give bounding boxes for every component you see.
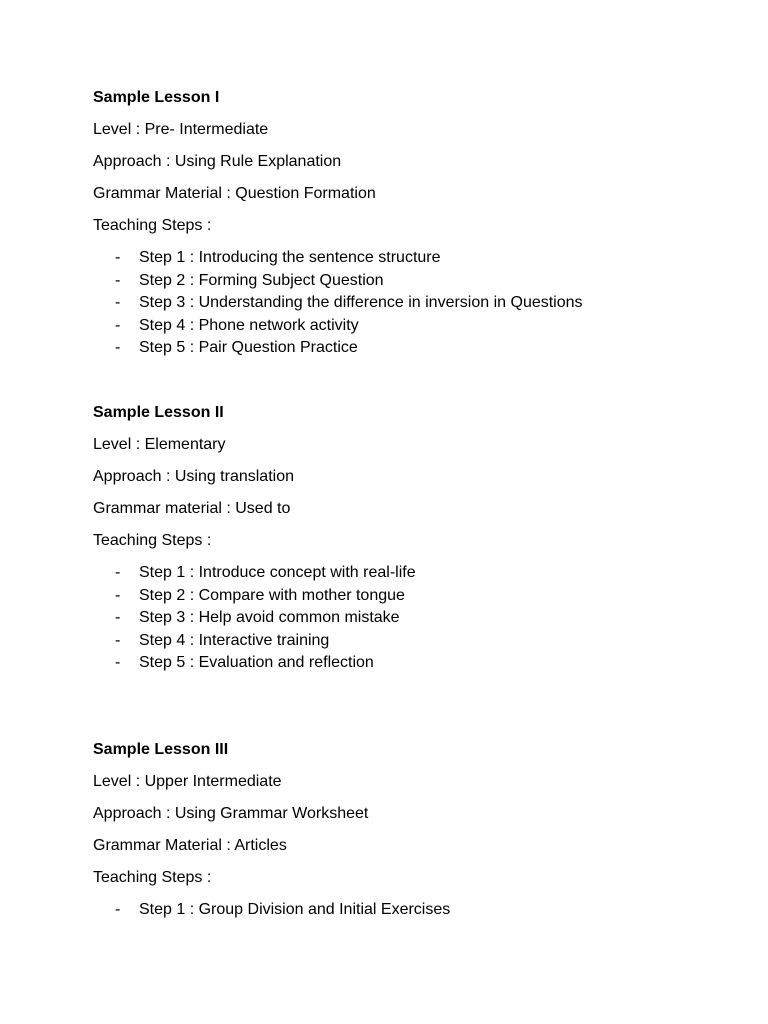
lesson-approach: Approach : Using translation bbox=[93, 468, 294, 485]
teaching-steps-label: Teaching Steps : bbox=[93, 532, 212, 549]
dash-bullet: - bbox=[115, 564, 121, 581]
teaching-step bbox=[93, 338, 733, 361]
step-text: Step 4 : Interactive training bbox=[139, 631, 330, 649]
lesson-section bbox=[93, 88, 733, 361]
dash-bullet: - bbox=[115, 249, 121, 266]
dash-bullet: - bbox=[115, 294, 121, 311]
teaching-step bbox=[93, 271, 733, 294]
dash-bullet: - bbox=[115, 901, 121, 918]
step-text: Step 1 : Introducing the sentence structure bbox=[139, 249, 441, 266]
dash-bullet: - bbox=[115, 316, 121, 334]
step-text: Step 3 : Help avoid common mistake bbox=[139, 609, 400, 626]
lesson-section bbox=[93, 403, 733, 676]
teaching-step bbox=[93, 563, 733, 586]
teaching-step bbox=[93, 293, 733, 316]
step-text: Step 3 : Understanding the difference in inversion in Questions bbox=[139, 294, 583, 311]
dash-bullet: - bbox=[115, 631, 121, 649]
step-text: Step 1 : Introduce concept with real-life bbox=[139, 564, 416, 581]
dash-bullet: - bbox=[115, 609, 121, 626]
step-text: Step 2 : Forming Subject Question bbox=[139, 271, 384, 289]
lesson-level: Level : Pre- Intermediate bbox=[93, 121, 269, 138]
teaching-steps-label: Teaching Steps : bbox=[93, 869, 212, 886]
teaching-step bbox=[93, 248, 733, 271]
step-text: Step 2 : Compare with mother tongue bbox=[139, 586, 405, 604]
step-text: Step 1 : Group Division and Initial Exercises bbox=[139, 901, 451, 918]
dash-bullet: - bbox=[115, 271, 121, 289]
lesson-grammar-material: Grammar Material : Articles bbox=[93, 837, 287, 854]
lesson-grammar-material: Grammar Material : Question Formation bbox=[93, 185, 376, 202]
teaching-step bbox=[93, 316, 733, 339]
step-text: Step 5 : Evaluation and reflection bbox=[139, 654, 374, 671]
teaching-steps-list bbox=[93, 900, 733, 923]
step-text: Step 4 : Phone network activity bbox=[139, 316, 359, 334]
lesson-title: Sample Lesson III bbox=[93, 741, 229, 758]
teaching-step bbox=[93, 900, 733, 923]
lesson-section bbox=[93, 740, 733, 923]
teaching-step bbox=[93, 586, 733, 609]
teaching-steps-list bbox=[93, 563, 733, 676]
teaching-step bbox=[93, 653, 733, 676]
lesson-approach: Approach : Using Rule Explanation bbox=[93, 153, 342, 170]
dash-bullet: - bbox=[115, 586, 121, 604]
lesson-level: Level : Elementary bbox=[93, 436, 226, 453]
dash-bullet: - bbox=[115, 654, 121, 671]
teaching-steps-list bbox=[93, 248, 733, 361]
step-text: Step 5 : Pair Question Practice bbox=[139, 339, 358, 356]
lesson-level: Level : Upper Intermediate bbox=[93, 773, 282, 790]
teaching-step bbox=[93, 631, 733, 654]
teaching-step bbox=[93, 608, 733, 631]
lesson-approach: Approach : Using Grammar Worksheet bbox=[93, 805, 369, 822]
lesson-grammar-material: Grammar material : Used to bbox=[93, 500, 291, 517]
dash-bullet: - bbox=[115, 339, 121, 356]
lesson-title: Sample Lesson I bbox=[93, 89, 220, 106]
teaching-steps-label: Teaching Steps : bbox=[93, 217, 212, 234]
lesson-title: Sample Lesson II bbox=[93, 404, 224, 421]
